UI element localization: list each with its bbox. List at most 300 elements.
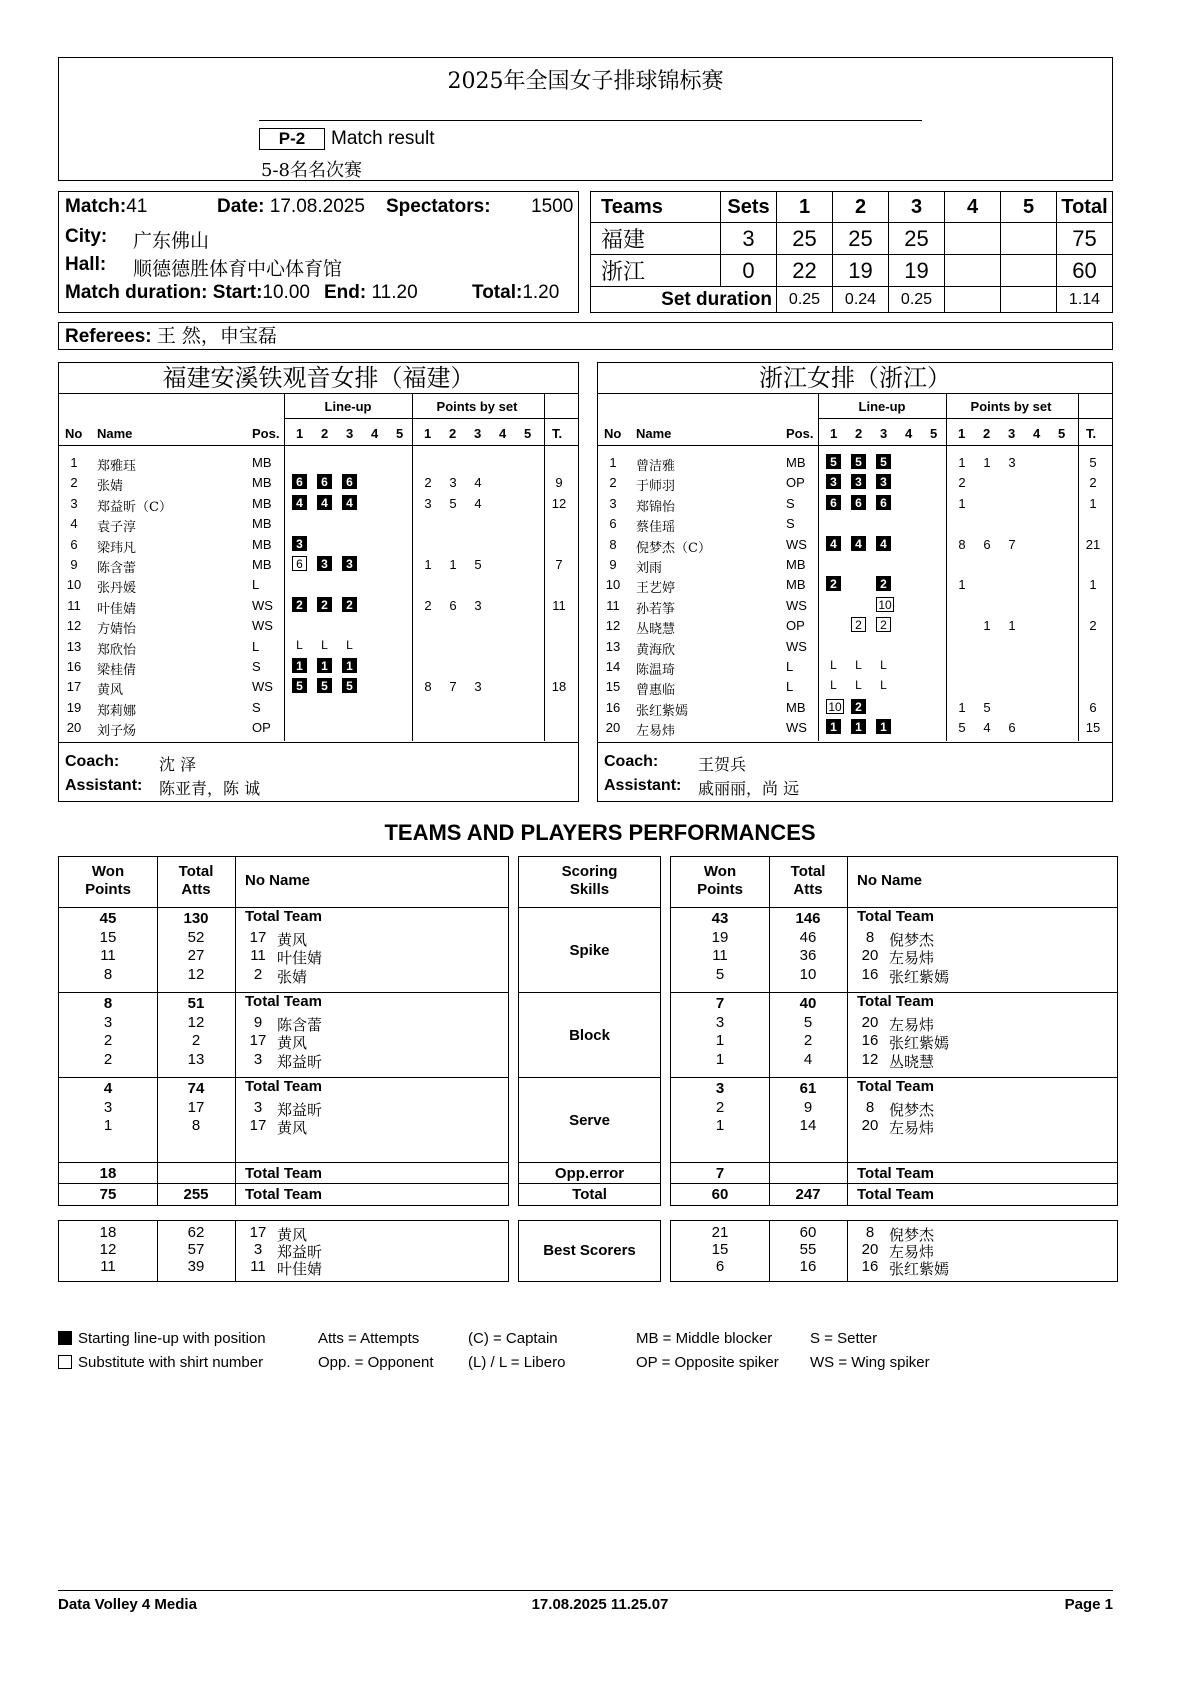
team-won: 45 xyxy=(99,910,117,927)
set-points: 3 xyxy=(1008,455,1016,470)
set-points: 6 xyxy=(1008,720,1016,736)
score-team-b: 浙江 xyxy=(591,255,721,287)
colhead-rule xyxy=(598,445,1112,446)
player-no: 2 xyxy=(70,475,78,491)
set-points: 8 xyxy=(424,679,432,695)
col-lineup-set-1: 1 xyxy=(830,426,838,441)
col-lineup-set-5: 5 xyxy=(396,426,404,441)
set-points: 5 xyxy=(983,699,991,715)
score-a-set2: 25 xyxy=(833,223,889,255)
player-total: 15 xyxy=(1085,720,1101,736)
player-atts: 5 xyxy=(803,1013,813,1031)
col-points-set-5: 5 xyxy=(524,426,532,441)
lineup-mark: 2 xyxy=(851,617,866,632)
col-no: No xyxy=(65,426,83,441)
player-no: 16 xyxy=(605,699,621,715)
player-won: 1 xyxy=(715,1050,725,1068)
referees-names: 王 然，申宝磊 xyxy=(156,325,277,347)
lineup-mark: 2 xyxy=(826,576,841,591)
col-points-set-3: 3 xyxy=(1008,426,1016,441)
team-atts: 74 xyxy=(187,1080,205,1097)
player-pos: MB xyxy=(786,455,806,470)
legend-ws: WS = Wing spiker xyxy=(810,1354,930,1371)
player-no: 12 xyxy=(605,618,621,634)
player-atts: 8 xyxy=(191,1117,201,1135)
set-duration-label: Set duration xyxy=(591,287,777,313)
set-points: 4 xyxy=(474,495,482,511)
head-scoring: Scoring xyxy=(561,863,618,880)
best-scorers-label: Best Scorers xyxy=(543,1242,636,1259)
score-b-sets: 0 xyxy=(721,255,777,287)
player-no: 1 xyxy=(70,455,78,470)
score-team-a: 福建 xyxy=(591,223,721,255)
team-total-label: Total Team xyxy=(857,1078,934,1095)
hall-label: Hall: xyxy=(65,254,107,275)
head-atts: Atts xyxy=(181,881,211,898)
start-label: Start: xyxy=(212,282,263,303)
player-won: 2 xyxy=(103,1032,113,1050)
set-points: 1 xyxy=(958,455,966,470)
player-atts: 46 xyxy=(799,928,817,946)
match-date: 17.08.2025 xyxy=(269,196,365,217)
lineup-mark: 6 xyxy=(851,495,866,510)
lineup-mark: 6 xyxy=(292,556,307,571)
score-head-sets: Sets xyxy=(721,192,777,223)
set-points: 7 xyxy=(449,679,457,695)
best-atts: 55 xyxy=(799,1241,817,1258)
player-no: 14 xyxy=(605,659,621,674)
col-no: No xyxy=(604,426,622,441)
lineup-mark: 4 xyxy=(851,536,866,551)
player-won: 15 xyxy=(99,928,117,946)
player-no: 17 xyxy=(249,928,267,946)
player-no: 20 xyxy=(861,947,879,965)
player-name: 张红紫嫣 xyxy=(889,1034,950,1053)
player-atts: 27 xyxy=(187,947,205,965)
score-head-set2: 2 xyxy=(833,192,889,223)
legend-substitute xyxy=(58,1354,263,1371)
footer-timestamp: 17.08.2025 11.25.07 xyxy=(531,1596,669,1613)
player-pos: L xyxy=(786,679,794,695)
set-points: 1 xyxy=(958,495,966,511)
col-points-set-5: 5 xyxy=(1058,426,1066,441)
col-rule-2 xyxy=(235,857,236,1205)
best-atts: 62 xyxy=(187,1224,205,1241)
perf-team-b xyxy=(670,856,1118,1206)
set-points: 1 xyxy=(983,618,991,634)
head-total: Total xyxy=(790,863,826,880)
total-won: 75 xyxy=(99,1186,117,1203)
col-lineup-set-1: 1 xyxy=(296,426,304,441)
player-no: 11 xyxy=(250,947,266,965)
set-points: 1 xyxy=(983,455,991,470)
legend-s: S = Setter xyxy=(810,1330,878,1347)
player-total: 11 xyxy=(552,597,566,613)
best-player-no: 20 xyxy=(861,1241,879,1258)
player-total: 9 xyxy=(555,475,563,491)
performance-title: TEAMS AND PLAYERS PERFORMANCES xyxy=(384,820,816,845)
col-lineup-set-4: 4 xyxy=(371,426,379,441)
player-pos: S xyxy=(252,659,261,674)
lineup-mark: 1 xyxy=(342,658,357,673)
legend-opp: Opp. = Opponent xyxy=(318,1354,434,1371)
total-duration: 1.14 xyxy=(1057,287,1113,313)
player-name: 张红紫嫣 xyxy=(889,967,950,986)
player-no: 20 xyxy=(605,720,621,736)
head-atts: Atts xyxy=(793,881,823,898)
player-name: 倪梦杰 xyxy=(889,1100,935,1119)
lineup-mark: L xyxy=(830,678,837,693)
player-atts: 17 xyxy=(187,1098,205,1116)
coach-label: Coach: xyxy=(604,753,659,770)
row-rule xyxy=(671,1183,1117,1184)
best-player-name: 倪梦杰 xyxy=(889,1226,935,1244)
player-total: 12 xyxy=(551,495,567,511)
player-won: 11 xyxy=(100,947,116,965)
lineup-divider-right xyxy=(946,394,947,741)
player-name: 左易炜 xyxy=(889,1119,935,1138)
col-lineup-set-5: 5 xyxy=(930,426,938,441)
row-rule xyxy=(671,1162,1117,1163)
player-pos: WS xyxy=(786,638,807,654)
player-atts: 12 xyxy=(187,965,205,983)
player-atts: 12 xyxy=(187,1013,205,1031)
player-no: 2 xyxy=(609,475,617,491)
score-head-set3: 3 xyxy=(889,192,945,223)
subhead-rule xyxy=(818,418,1112,419)
best-won: 12 xyxy=(99,1241,117,1258)
set-points: 4 xyxy=(474,475,482,491)
score-b-set5 xyxy=(1001,255,1057,287)
player-won: 3 xyxy=(103,1013,113,1031)
set-points: 3 xyxy=(474,679,482,695)
player-won: 3 xyxy=(103,1098,113,1116)
score-b-set1: 22 xyxy=(777,255,833,287)
player-no: 3 xyxy=(253,1050,263,1068)
best-won: 11 xyxy=(100,1258,116,1275)
player-no: 10 xyxy=(66,577,82,593)
team_b-coach: 王贺兵 xyxy=(698,755,747,774)
score-b-set2: 19 xyxy=(833,255,889,287)
col-rule-2 xyxy=(847,857,848,1205)
player-no: 19 xyxy=(66,699,82,715)
score-head-total: Total xyxy=(1057,192,1113,223)
row-rule xyxy=(519,1162,660,1163)
best-atts: 39 xyxy=(187,1258,205,1275)
set3-duration: 0.25 xyxy=(889,287,945,313)
team_a-name: 福建安溪铁观音女排（福建） xyxy=(59,363,578,394)
player-total: 1 xyxy=(1089,577,1097,593)
player-atts: 2 xyxy=(803,1032,813,1050)
player-name: 叶佳婧 xyxy=(277,949,323,968)
score-b-set4 xyxy=(945,255,1001,287)
player-no: 13 xyxy=(605,638,621,654)
player-name: 陈含蕾 xyxy=(277,1015,323,1034)
player-no: 9 xyxy=(70,557,78,572)
player-won: 2 xyxy=(715,1098,725,1116)
player-total: 18 xyxy=(551,679,567,695)
head-won: Won xyxy=(91,863,125,880)
col-lineup-set-2: 2 xyxy=(321,426,329,441)
best-player-no: 8 xyxy=(865,1224,875,1241)
player-pos: MB xyxy=(252,557,272,572)
round-subtitle: 5-8名名次赛 xyxy=(261,160,362,181)
player-name: 刘雨 xyxy=(636,561,663,576)
best-atts: 60 xyxy=(799,1224,817,1241)
set-points: 8 xyxy=(958,536,966,552)
score-b-set3: 19 xyxy=(889,255,945,287)
legend-starting-text: Starting line-up with position xyxy=(78,1330,266,1347)
team-b-panel xyxy=(597,362,1113,802)
skill-opp-error: Opp.error xyxy=(554,1165,625,1182)
player-pos: WS xyxy=(252,597,273,613)
player-pos: L xyxy=(252,577,260,593)
player-pos: MB xyxy=(252,516,272,532)
player-pos: MB xyxy=(786,699,806,715)
player-no: 16 xyxy=(861,1032,879,1050)
player-name: 方婧怡 xyxy=(97,622,137,638)
lineup-mark: 5 xyxy=(851,454,866,469)
player-name: 郑欣怡 xyxy=(97,642,137,658)
points-by-set-head: Points by set xyxy=(436,399,518,414)
duration-label: Match duration: xyxy=(65,282,208,303)
lineup-mark: 6 xyxy=(342,474,357,489)
player-no: 3 xyxy=(70,495,78,511)
match-info-box xyxy=(58,191,579,313)
col-lineup-set-2: 2 xyxy=(855,426,863,441)
player-no: 9 xyxy=(253,1013,263,1031)
player-pos: L xyxy=(786,659,794,674)
row-rule xyxy=(519,992,660,993)
lineup-mark: L xyxy=(321,637,328,652)
set-points: 6 xyxy=(983,536,991,552)
player-no: 1 xyxy=(609,455,617,470)
team_a-coach: 沈 泽 xyxy=(159,755,197,774)
total-team-label: Total Team xyxy=(857,1186,934,1203)
lineup-mark: L xyxy=(855,658,862,672)
player-atts: 14 xyxy=(799,1117,817,1135)
player-pos: S xyxy=(786,495,795,511)
coach-rule xyxy=(598,742,1112,743)
lineup-mark: 4 xyxy=(826,536,841,551)
player-name: 黄风 xyxy=(277,1119,308,1138)
player-won: 3 xyxy=(715,1013,725,1031)
assistant-label: Assistant: xyxy=(65,777,143,794)
player-atts: 4 xyxy=(803,1050,813,1068)
player-no: 17 xyxy=(249,1032,267,1050)
player-name: 陈含蕾 xyxy=(97,561,137,576)
report-header xyxy=(58,57,1113,181)
player-name: 梁桂倩 xyxy=(97,663,137,678)
player-atts: 10 xyxy=(799,965,817,983)
lineup-mark: 6 xyxy=(876,495,891,510)
player-total: 5 xyxy=(1089,455,1097,470)
end-time: 11.20 xyxy=(371,282,418,303)
player-won: 1 xyxy=(103,1117,113,1135)
player-name: 黄风 xyxy=(277,930,308,949)
player-total: 2 xyxy=(1089,618,1097,634)
legend-atts: Atts = Attempts xyxy=(318,1330,420,1347)
set-points: 5 xyxy=(474,557,482,572)
team_a-assistant: 陈亚青，陈 诚 xyxy=(159,779,261,798)
col-lineup-set-3: 3 xyxy=(880,426,888,441)
col-total: T. xyxy=(1086,426,1097,441)
player-pos: WS xyxy=(786,597,807,613)
player-name: 曾洁雅 xyxy=(636,459,676,474)
lineup-divider-left xyxy=(818,394,819,741)
best-player-no: 3 xyxy=(253,1241,263,1258)
player-atts: 2 xyxy=(191,1032,201,1050)
col-lineup-set-3: 3 xyxy=(346,426,354,441)
score-a-set4 xyxy=(945,223,1001,255)
set-points: 1 xyxy=(958,577,966,593)
player-no: 17 xyxy=(249,1117,267,1135)
lineup-mark: 1 xyxy=(876,719,891,734)
lineup-mark: 3 xyxy=(826,474,841,489)
col-pos: Pos. xyxy=(252,426,280,441)
team-atts: 51 xyxy=(187,995,205,1012)
footer-software: Data Volley 4 Media xyxy=(58,1596,197,1613)
footer-rule xyxy=(58,1590,1113,1591)
player-name: 丛晓慧 xyxy=(636,622,676,638)
competition-title: 2025年全国女子排球锦标赛 xyxy=(447,69,724,94)
player-name: 王艺婷 xyxy=(636,581,676,597)
best-scorers-a xyxy=(58,1220,509,1282)
player-won: 1 xyxy=(715,1032,725,1050)
lineup-mark: 3 xyxy=(851,474,866,489)
player-name: 黄风 xyxy=(277,1034,308,1053)
player-name: 孙若筝 xyxy=(636,601,676,617)
col-pos: Pos. xyxy=(786,426,814,441)
player-name: 黄海欣 xyxy=(636,642,676,658)
col-lineup-set-4: 4 xyxy=(905,426,913,441)
set-points: 5 xyxy=(958,720,966,736)
player-name: 蔡佳瑶 xyxy=(636,520,676,536)
lineup-mark: 4 xyxy=(876,536,891,551)
head-noname: No Name xyxy=(245,872,311,889)
player-name: 郑益昕 xyxy=(277,1100,323,1119)
player-name: 黄风 xyxy=(97,683,124,699)
row-rule xyxy=(519,1077,660,1078)
score-a-set1: 25 xyxy=(777,223,833,255)
team-won: 7 xyxy=(715,995,725,1012)
col-points-set-2: 2 xyxy=(983,426,991,441)
player-atts: 13 xyxy=(187,1050,205,1068)
head-points: Points xyxy=(85,881,131,898)
player-total: 7 xyxy=(555,557,563,572)
set4-duration xyxy=(945,287,1001,313)
opp-error-value: 18 xyxy=(99,1165,117,1182)
set-points: 1 xyxy=(449,557,457,572)
player-no: 3 xyxy=(609,495,617,511)
lineup-mark: 5 xyxy=(342,678,357,693)
match-number: 41 xyxy=(126,196,148,217)
set-points: 1 xyxy=(958,699,966,715)
player-no: 16 xyxy=(861,965,879,983)
col-rule-2 xyxy=(235,1221,236,1281)
player-name: 于师羽 xyxy=(636,479,676,495)
lineup-mark: L xyxy=(880,658,887,672)
lineup-mark: 6 xyxy=(826,495,841,510)
player-pos: MB xyxy=(252,475,272,491)
score-a-sets: 3 xyxy=(721,223,777,255)
subhead-rule xyxy=(284,418,578,419)
total-label: Total: xyxy=(472,282,523,303)
player-no: 12 xyxy=(66,618,82,634)
team-total-label: Total Team xyxy=(857,908,934,925)
player-no: 6 xyxy=(70,536,78,552)
best-player-no: 17 xyxy=(249,1224,267,1241)
team-total-label: Total Team xyxy=(857,993,934,1010)
player-won: 19 xyxy=(711,928,729,946)
set-points: 6 xyxy=(449,597,457,613)
player-name: 倪梦杰（C） xyxy=(636,540,711,556)
doc-code: P-2 xyxy=(259,128,325,150)
lineup-mark: 5 xyxy=(317,678,332,693)
best-scorers-label-box xyxy=(518,1220,661,1282)
lineup-mark: L xyxy=(296,637,303,652)
lineup-mark: 3 xyxy=(876,474,891,489)
player-no: 12 xyxy=(861,1050,879,1068)
player-pos: MB xyxy=(252,455,272,470)
player-name: 左易炜 xyxy=(889,949,935,968)
head-skills: Skills xyxy=(569,881,610,898)
player-name: 郑益昕 xyxy=(277,1052,323,1071)
hall-value: 顺德德胜体育中心体育馆 xyxy=(133,258,343,280)
total-time: 1.20 xyxy=(522,282,560,303)
lineup-head: Line-up xyxy=(858,399,906,414)
player-pos: OP xyxy=(252,720,271,736)
lineup-mark: 3 xyxy=(292,536,307,551)
header-rule xyxy=(259,120,922,121)
legend-libero: (L) / L = Libero xyxy=(468,1354,566,1371)
spectators-count: 1500 xyxy=(531,196,574,217)
col-points-set-1: 1 xyxy=(958,426,966,441)
player-atts: 36 xyxy=(799,947,817,965)
assistant-label: Assistant: xyxy=(604,777,682,794)
head-noname: No Name xyxy=(857,872,923,889)
player-no: 9 xyxy=(609,557,617,572)
col-rule-2 xyxy=(847,1221,848,1281)
lineup-mark: L xyxy=(830,658,837,672)
lineup-mark: 3 xyxy=(342,556,357,571)
set-points: 1 xyxy=(1008,618,1016,634)
starting-square-icon xyxy=(58,1331,72,1345)
set-points: 2 xyxy=(958,475,966,491)
score-head-set1: 1 xyxy=(777,192,833,223)
best-player-no: 16 xyxy=(861,1258,879,1275)
team-total-label: Total Team xyxy=(245,993,322,1010)
col-name: Name xyxy=(97,426,133,441)
lineup-mark: 10 xyxy=(876,597,894,612)
score-head-set5: 5 xyxy=(1001,192,1057,223)
referees-label: Referees: xyxy=(65,326,152,347)
col-points-set-2: 2 xyxy=(449,426,457,441)
player-total: 2 xyxy=(1089,475,1097,491)
lineup-head: Line-up xyxy=(324,399,372,414)
lineup-mark: 6 xyxy=(317,474,332,489)
lineup-mark: 2 xyxy=(876,576,891,591)
best-player-name: 叶佳婧 xyxy=(277,1260,323,1278)
player-name: 倪梦杰 xyxy=(889,930,935,949)
player-no: 8 xyxy=(865,1098,875,1116)
player-name: 刘子炀 xyxy=(97,724,137,740)
team-atts: 146 xyxy=(795,910,821,927)
doc-title: Match result xyxy=(331,128,435,149)
lineup-mark: L xyxy=(855,678,862,693)
set-points: 7 xyxy=(1008,536,1016,552)
player-won: 1 xyxy=(715,1117,725,1135)
